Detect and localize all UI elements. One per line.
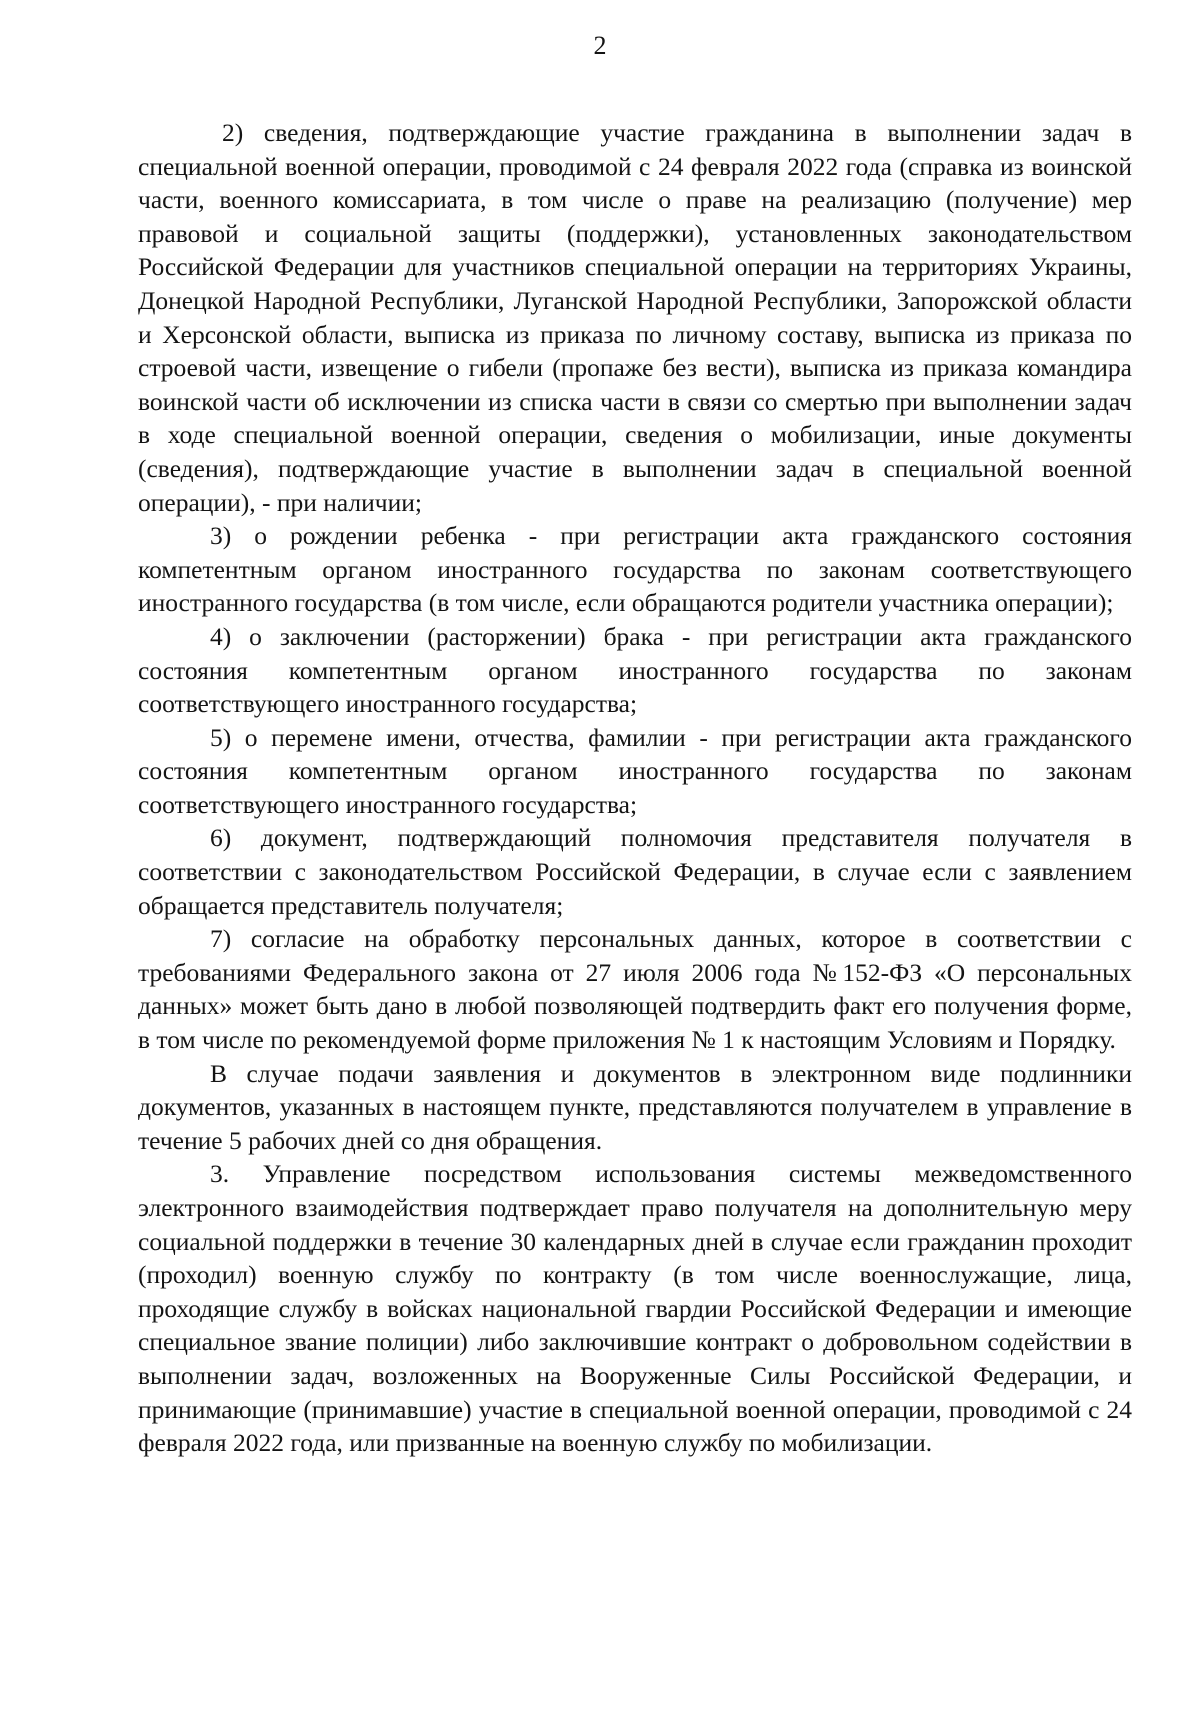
paragraph-item-2: 2) сведения, подтверждающие участие гражданина в выполнении задач в специальной военной операции, проводимой с 24 февраля 2022 года (справка из воинской части, военного комиссариата, в том числе о праве на реализацию (получение) мер правовой и социальной защиты (поддержки), установленных законодательством Российской Федерации для участников специальной операции на территориях Украины, Донецкой Народной Республики, Луганской Народной Республики, Запорожской области и Херсонской области, выписка из приказа по личному составу, выписка из приказа по строевой части, извещение о гибели (пропаже без вести), выписка из приказа командира воинской части об исключении из списка части в связи со смертью при выполнении задач в ходе специальной военной операции, сведения о мобилизации, иные документы (сведения), подтверждающие участие в выполнении задач в специальной военной операции), - при наличии; [138,118,1132,517]
paragraph-item-3: 3) о рождении ребенка - при регистрации акта гражданского состояния компетентным органом иностранного государства по законам соответствующего иностранного государства (в том числе, если обращаются родители участника операции); [138,521,1132,618]
paragraph-item-4: 4) о заключении (расторжении) брака - при регистрации акта гражданского состояния компетентным органом иностранного государства по законам соответствующего иностранного государства; [138,621,1132,719]
document-body [138,116,1132,1460]
paragraph-item-5: 5) о перемене имени, отчества, фамилии - при регистрации акта гражданского состояния компетентным органом иностранного государства по законам соответствующего иностранного государства; [138,722,1132,819]
paragraph-item-6: 6) документ, подтверждающий полномочия представителя получателя в соответствии с законодательством Российской Федерации, в случае если с заявлением обращается представитель получателя; [138,823,1132,920]
paragraph-item-7: 7) согласие на обработку персональных данных, которое в соответствии с требованиями Федерального закона от 27 июля 2006 года №152-ФЗ «О персональных данных» может быть дано в любой позволяющей подтвердить факт его получения форме, в том числе по рекомендуемой форме приложения № 1 к настоящим Условиям и Порядку. [138,924,1132,1055]
paragraph-electronic-submission: В случае подачи заявления и документов в электронном виде подлинники документов, указанных в настоящем пункте, представляются получателем в управление в течение 5 рабочих дней со дня обращения. [138,1058,1132,1155]
paragraph-section-3: 3. Управление посредством использования системы межведомственного электронного взаимодействия подтверждает право получателя на дополнительную меру социальной поддержки в течение 30 календарных дней в случае если гражданин проходит (проходил) военную службу по контракту (в том числе военнослужащие, лица, проходящие службу в войсках национальной гвардии Российской Федерации и имеющие специальное звание полиции) либо заключившие контракт о добровольном содействии в выполнении задач, возложенных на Вооруженные Силы Российской Федерации, и принимающие (принимавшие) участие в специальной военной операции, проводимой с 24 февраля 2022 года, или призванные на военную службу по мобилизации. [138,1159,1132,1458]
page-number: 2 [593,31,607,60]
